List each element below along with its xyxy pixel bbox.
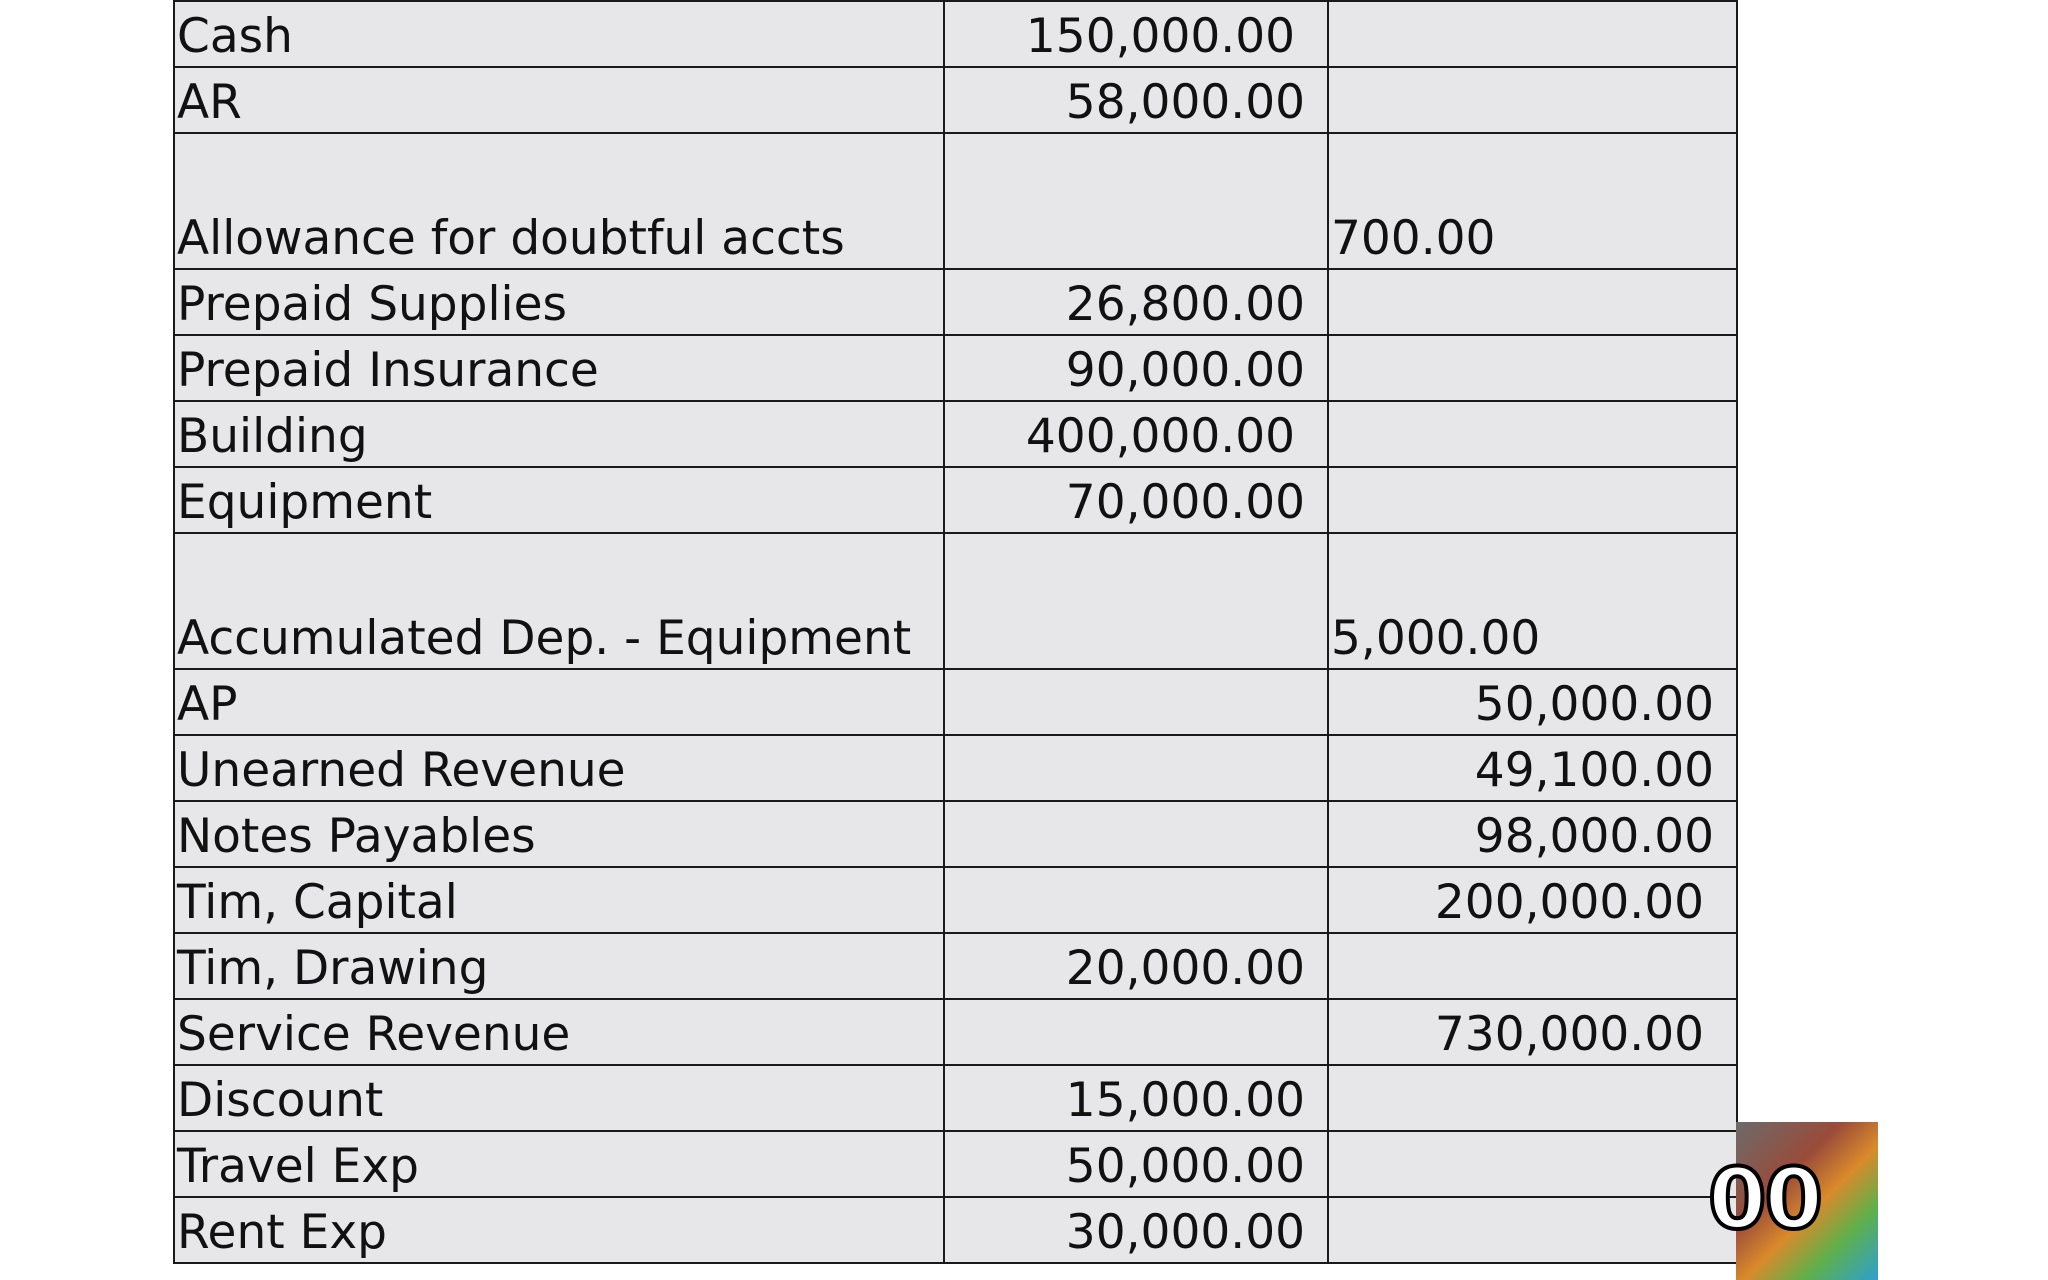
account-cell[interactable]: Tim, Capital (174, 867, 944, 933)
credit-cell[interactable]: 98,000.00 (1328, 801, 1737, 867)
trial-balance-table (173, 0, 1738, 1264)
credit-cell[interactable]: 49,100.00 (1328, 735, 1737, 801)
table-row (174, 269, 1737, 335)
account-cell[interactable]: Accumulated Dep. - Equipment (174, 533, 944, 669)
debit-cell[interactable] (944, 533, 1328, 669)
credit-cell[interactable] (1328, 467, 1737, 533)
table-row (174, 735, 1737, 801)
table-row (174, 67, 1737, 133)
table-row (174, 401, 1737, 467)
table-row (174, 133, 1737, 269)
account-cell[interactable]: AP (174, 669, 944, 735)
account-cell[interactable]: Allowance for doubtful accts (174, 133, 944, 269)
trial-balance-sheet (173, 0, 1736, 1280)
debit-cell[interactable] (944, 735, 1328, 801)
credit-cell[interactable]: 700.00 (1328, 133, 1737, 269)
debit-cell[interactable]: 20,000.00 (944, 933, 1328, 999)
debit-cell[interactable]: 90,000.00 (944, 335, 1328, 401)
table-row (174, 933, 1737, 999)
credit-cell[interactable]: 200,000.00 (1328, 867, 1737, 933)
account-cell[interactable]: Building (174, 401, 944, 467)
table-row (174, 1197, 1737, 1263)
account-cell[interactable]: Equipment (174, 467, 944, 533)
account-cell[interactable]: Notes Payables (174, 801, 944, 867)
debit-cell[interactable]: 30,000.00 (944, 1197, 1328, 1263)
channel-logo (1708, 1122, 1878, 1280)
debit-cell[interactable]: 150,000.00 (944, 1, 1328, 67)
credit-cell[interactable]: 50,000.00 (1328, 669, 1737, 735)
account-cell[interactable]: Prepaid Supplies (174, 269, 944, 335)
credit-cell[interactable] (1328, 1, 1737, 67)
account-cell[interactable]: Unearned Revenue (174, 735, 944, 801)
table-row (174, 335, 1737, 401)
table-row (174, 533, 1737, 669)
account-cell[interactable]: Rent Exp (174, 1197, 944, 1263)
account-cell[interactable]: AR (174, 67, 944, 133)
debit-cell[interactable]: 400,000.00 (944, 401, 1328, 467)
debit-cell[interactable]: 15,000.00 (944, 1065, 1328, 1131)
account-cell[interactable]: Travel Exp (174, 1131, 944, 1197)
credit-cell[interactable] (1328, 401, 1737, 467)
debit-cell[interactable]: 58,000.00 (944, 67, 1328, 133)
account-cell[interactable]: Prepaid Insurance (174, 335, 944, 401)
credit-cell[interactable] (1328, 933, 1737, 999)
table-row (174, 467, 1737, 533)
credit-cell[interactable] (1328, 1065, 1737, 1131)
table-row (174, 801, 1737, 867)
debit-cell[interactable]: 26,800.00 (944, 269, 1328, 335)
credit-cell[interactable] (1328, 1131, 1737, 1197)
credit-cell[interactable] (1328, 67, 1737, 133)
debit-cell[interactable] (944, 133, 1328, 269)
table-row (174, 1065, 1737, 1131)
credit-cell[interactable] (1328, 1197, 1737, 1263)
debit-cell[interactable] (944, 801, 1328, 867)
debit-cell[interactable] (944, 867, 1328, 933)
debit-cell[interactable]: 50,000.00 (944, 1131, 1328, 1197)
debit-cell[interactable]: 70,000.00 (944, 467, 1328, 533)
account-cell[interactable]: Cash (174, 1, 944, 67)
table-row (174, 1, 1737, 67)
credit-cell[interactable] (1328, 335, 1737, 401)
table-row (174, 867, 1737, 933)
account-cell[interactable]: Discount (174, 1065, 944, 1131)
table-row (174, 999, 1737, 1065)
debit-cell[interactable] (944, 669, 1328, 735)
table-row (174, 1131, 1737, 1197)
table-row (174, 669, 1737, 735)
logo-text: 00 (1708, 1150, 1821, 1248)
account-cell[interactable]: Service Revenue (174, 999, 944, 1065)
credit-cell[interactable] (1328, 269, 1737, 335)
credit-cell[interactable]: 730,000.00 (1328, 999, 1737, 1065)
debit-cell[interactable] (944, 999, 1328, 1065)
credit-cell[interactable]: 5,000.00 (1328, 533, 1737, 669)
account-cell[interactable]: Tim, Drawing (174, 933, 944, 999)
